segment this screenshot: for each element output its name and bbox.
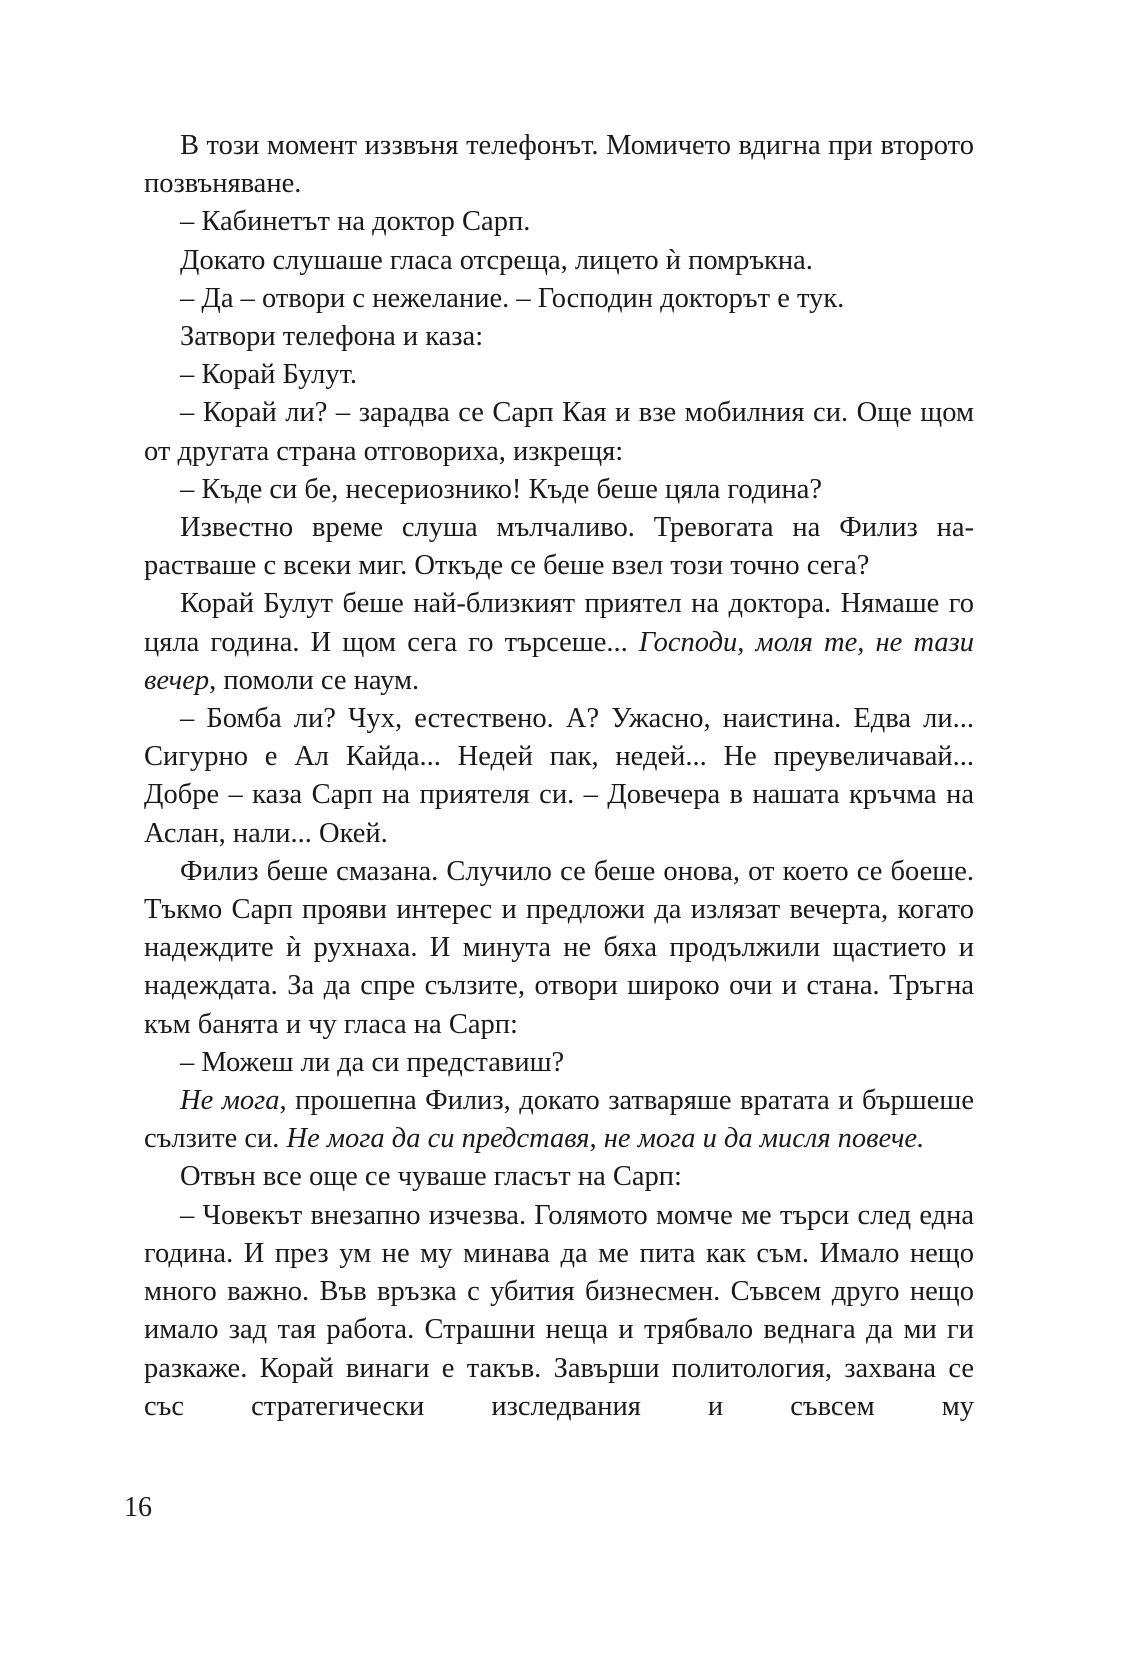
text-run: – Корай ли? – зарадва се Сарп Кая и взе мобилния си. Още щом от другата страна отговориха, изкрещя: — [144, 397, 974, 467]
paragraph — [144, 356, 974, 394]
paragraph — [144, 471, 974, 509]
paragraph — [144, 1082, 974, 1158]
italic-text-run: Не мога — [180, 1085, 280, 1117]
text-run: , помоли се наум. — [209, 664, 420, 696]
italic-text-run: Не мога да си представя, не мога и да мисля повече. — [286, 1123, 925, 1155]
text-run: Докато слушаше гласа отсреща, лицето ѝ помръкна. — [180, 244, 813, 276]
paragraph — [144, 242, 974, 280]
paragraph — [144, 509, 974, 585]
text-run: – Бомба ли? Чух, естествено. А? Ужасно, наистина. Едва ли... Сигурно е Ал Кайда... Недей пак, недей... Не преувеличавай... Добре – каза Сарп на приятеля си. – Довечера в нашата кръчма на Аслан, нали... Окей. — [144, 703, 974, 849]
paragraph — [144, 127, 974, 203]
text-run: Отвън все още се чуваше гласът на Сарп: — [180, 1161, 682, 1193]
paragraph — [144, 1158, 974, 1196]
paragraph — [144, 394, 974, 470]
text-run: – Кабинетът на доктор Сарп. — [180, 206, 531, 238]
text-run: – Човекът внезапно изчезва. Голямото момче ме търси след една година. И през ум не му минава да ме пита как съм. Имало нещо много важно. Във връзка с убития бизнесмен. Съвсем друго нещо имало зад тая работа. Страшни неща и трябвало веднага да ми ги разкаже. Корай винаги е такъв. Завърши политология, захвана се със стратегически изследвания и съвсем му — [144, 1199, 974, 1422]
page-number: 16 — [124, 1492, 152, 1523]
paragraph — [144, 853, 974, 1044]
text-run: – Да – отвори с нежелание. – Господин докторът е тук. — [180, 282, 845, 314]
body-text — [144, 127, 974, 1426]
text-run: – Можеш ли да си представиш? — [180, 1046, 565, 1078]
paragraph — [144, 280, 974, 318]
paragraph — [144, 203, 974, 241]
text-run: , прошепна Филиз, докато затваряше вратата и бършеше сълзите си. — [144, 1085, 974, 1155]
paragraph — [144, 318, 974, 356]
text-run: – Корай Булут. — [180, 359, 358, 391]
italic-text-run: Господи, моля те, не тази вечер — [144, 626, 974, 696]
text-run: Корай Булут беше най-близкият приятел на доктора. Нямаше го цяла година. И щом сега го търсеше... — [144, 588, 974, 658]
text-run: В този момент иззвъня телефонът. Момичето вдигна при второто позвъняване. — [144, 130, 974, 200]
text-run: Филиз беше смазана. Случило се беше онова, от което се боеше. Тъкмо Сарп прояви интерес и предложи да излязат вечерта, когато надеждите ѝ рухнаха. И минута не бяха продължили щастието и надеждата. За да спре сълзите, отвори широко очи и стана. Тръгна към банята и чу гласа на Сарп: — [144, 855, 974, 1040]
paragraph — [144, 1044, 974, 1082]
paragraph — [144, 585, 974, 700]
text-run: – Къде си бе, несериознико! Къде беше цяла година? — [180, 473, 823, 505]
paragraph — [144, 700, 974, 853]
paragraph — [144, 1197, 974, 1426]
text-run: Затвори телефона и каза: — [180, 321, 484, 353]
text-run: Известно време слуша мълчаливо. Тревогата на Филиз нарастваше с всеки миг. Откъде се беше взел този точно сега? — [144, 512, 974, 582]
